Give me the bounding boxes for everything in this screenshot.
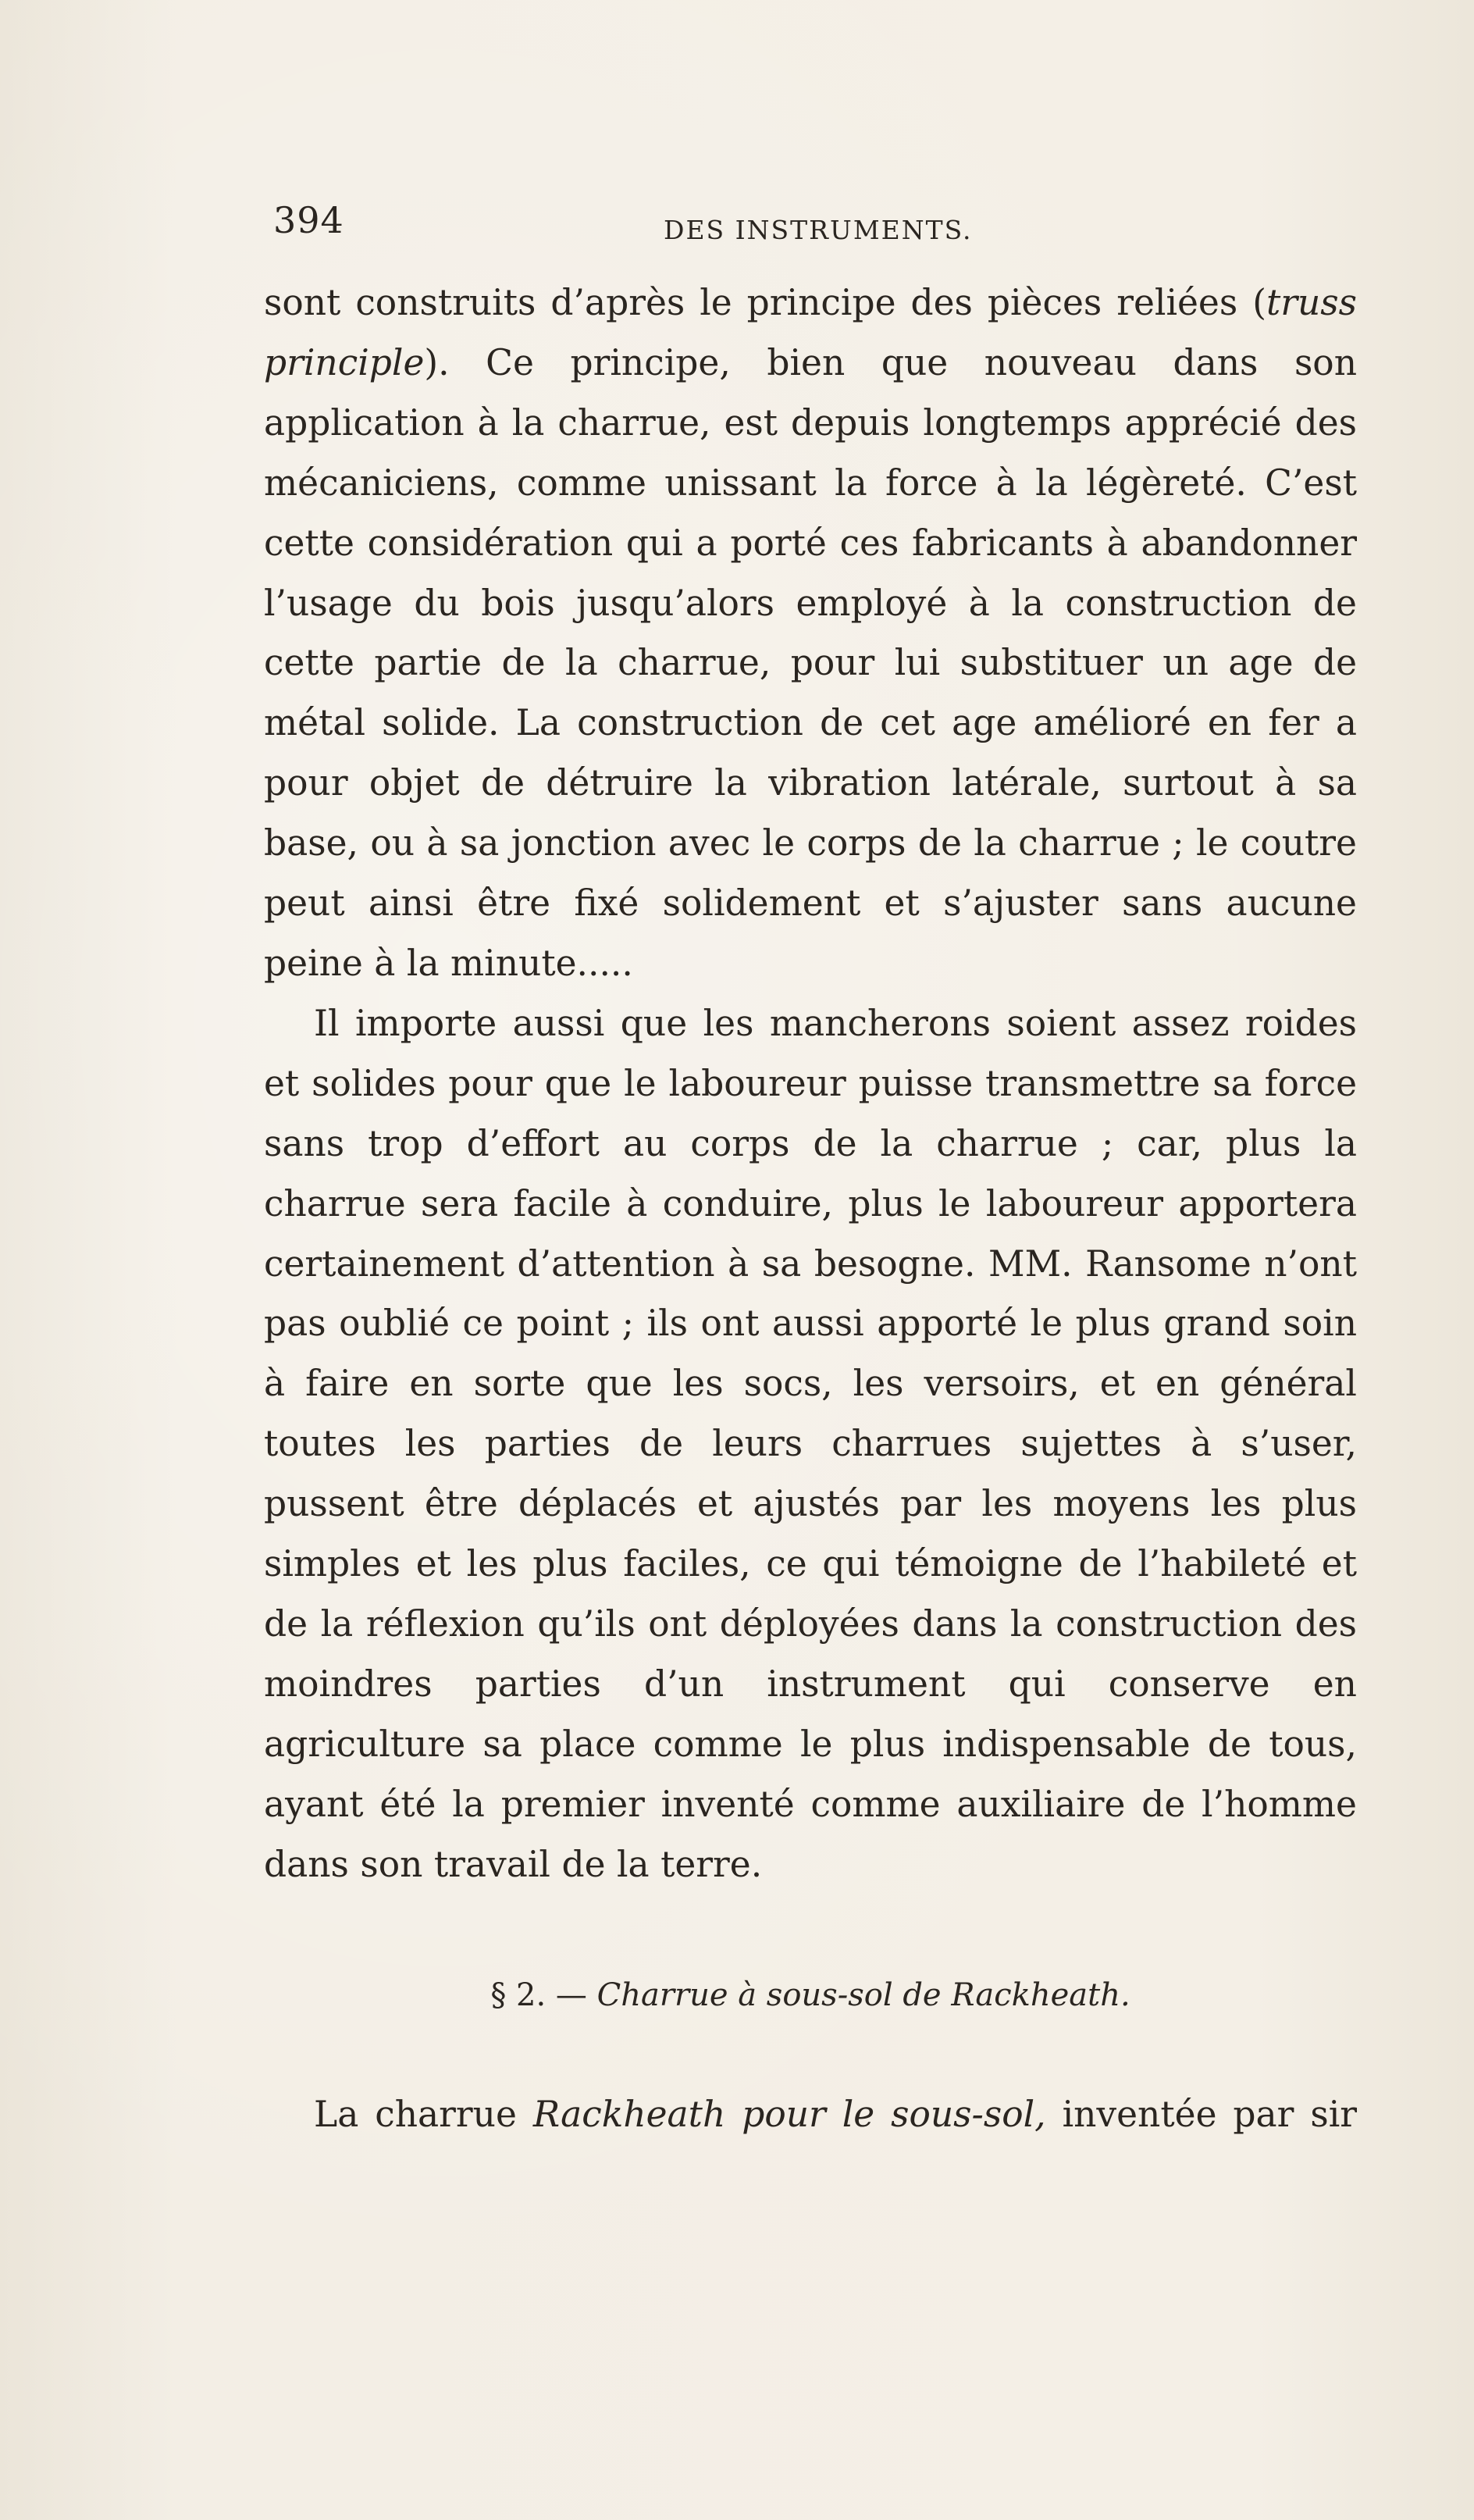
paragraph-3 bbox=[264, 2085, 1357, 2144]
section-title: Charrue à sous-sol de Rackheath. bbox=[596, 1977, 1130, 2013]
paragraph-1 bbox=[264, 273, 1357, 994]
section-number: § 2. — bbox=[490, 1977, 597, 2013]
body-text bbox=[264, 273, 1357, 1894]
paragraph-1-text-b: ). Ce principe, bien que nouveau dans son application à la charrue, est depuis longtemps apprécié des mécaniciens, comme unissant la force à la légèreté. C’est cette considération qui a porté ces fabricants à abandonner l’usage du bois jusqu’alors employé à la construction de cette partie de la charrue, pour lui substituer un age de métal solide. La construction de cet age amélioré en fer a pour objet de détruire la vibration latérale, surtout à sa base, ou à sa jonction avec le corps de la charrue ; le coutre peut ainsi être fixé solidement et s’ajuster sans aucune peine à la minute..... bbox=[264, 341, 1357, 984]
running-head bbox=[273, 199, 1358, 254]
paragraph-3-text-a: La charrue bbox=[314, 2094, 533, 2135]
paragraph-2: Il importe aussi que les mancherons soient assez roides et solides pour que le laboureur puisse transmettre sa force sans trop d’effort au corps de la charrue ; car, plus la charrue sera facile à conduire, plus le laboureur apportera certainement d’attention à sa besogne. MM. Ransome n’ont pas oublié ce point ; ils ont aussi apporté le plus grand soin à faire en sorte que les socs, les versoirs, et en général toutes les parties de leurs charrues sujettes à s’user, pussent être déplacés et ajustés par les moyens les plus simples et les plus faciles, ce qui témoigne de l’habileté et de la réflexion qu’ils ont déployées dans la construction des moindres parties d’un instrument qui conserve en agriculture sa place comme le plus indispensable de tous, ayant été la premier inventé comme auxiliaire de l’homme dans son travail de la terre. bbox=[264, 1002, 1357, 1885]
paragraph-3-text-b: inventée par sir bbox=[1045, 2094, 1357, 2135]
section-heading bbox=[264, 1977, 1357, 2013]
running-title: DES INSTRUMENTS. bbox=[664, 215, 973, 245]
paragraph-3-italic-term: Rackheath pour le sous-sol, bbox=[532, 2094, 1046, 2135]
paragraph-1-italic-term: truss principle bbox=[264, 282, 1357, 383]
paragraph-1-text-a: sont construits d’après le principe des pièces reliées ( bbox=[264, 282, 1266, 323]
page-number: 394 bbox=[273, 199, 344, 241]
